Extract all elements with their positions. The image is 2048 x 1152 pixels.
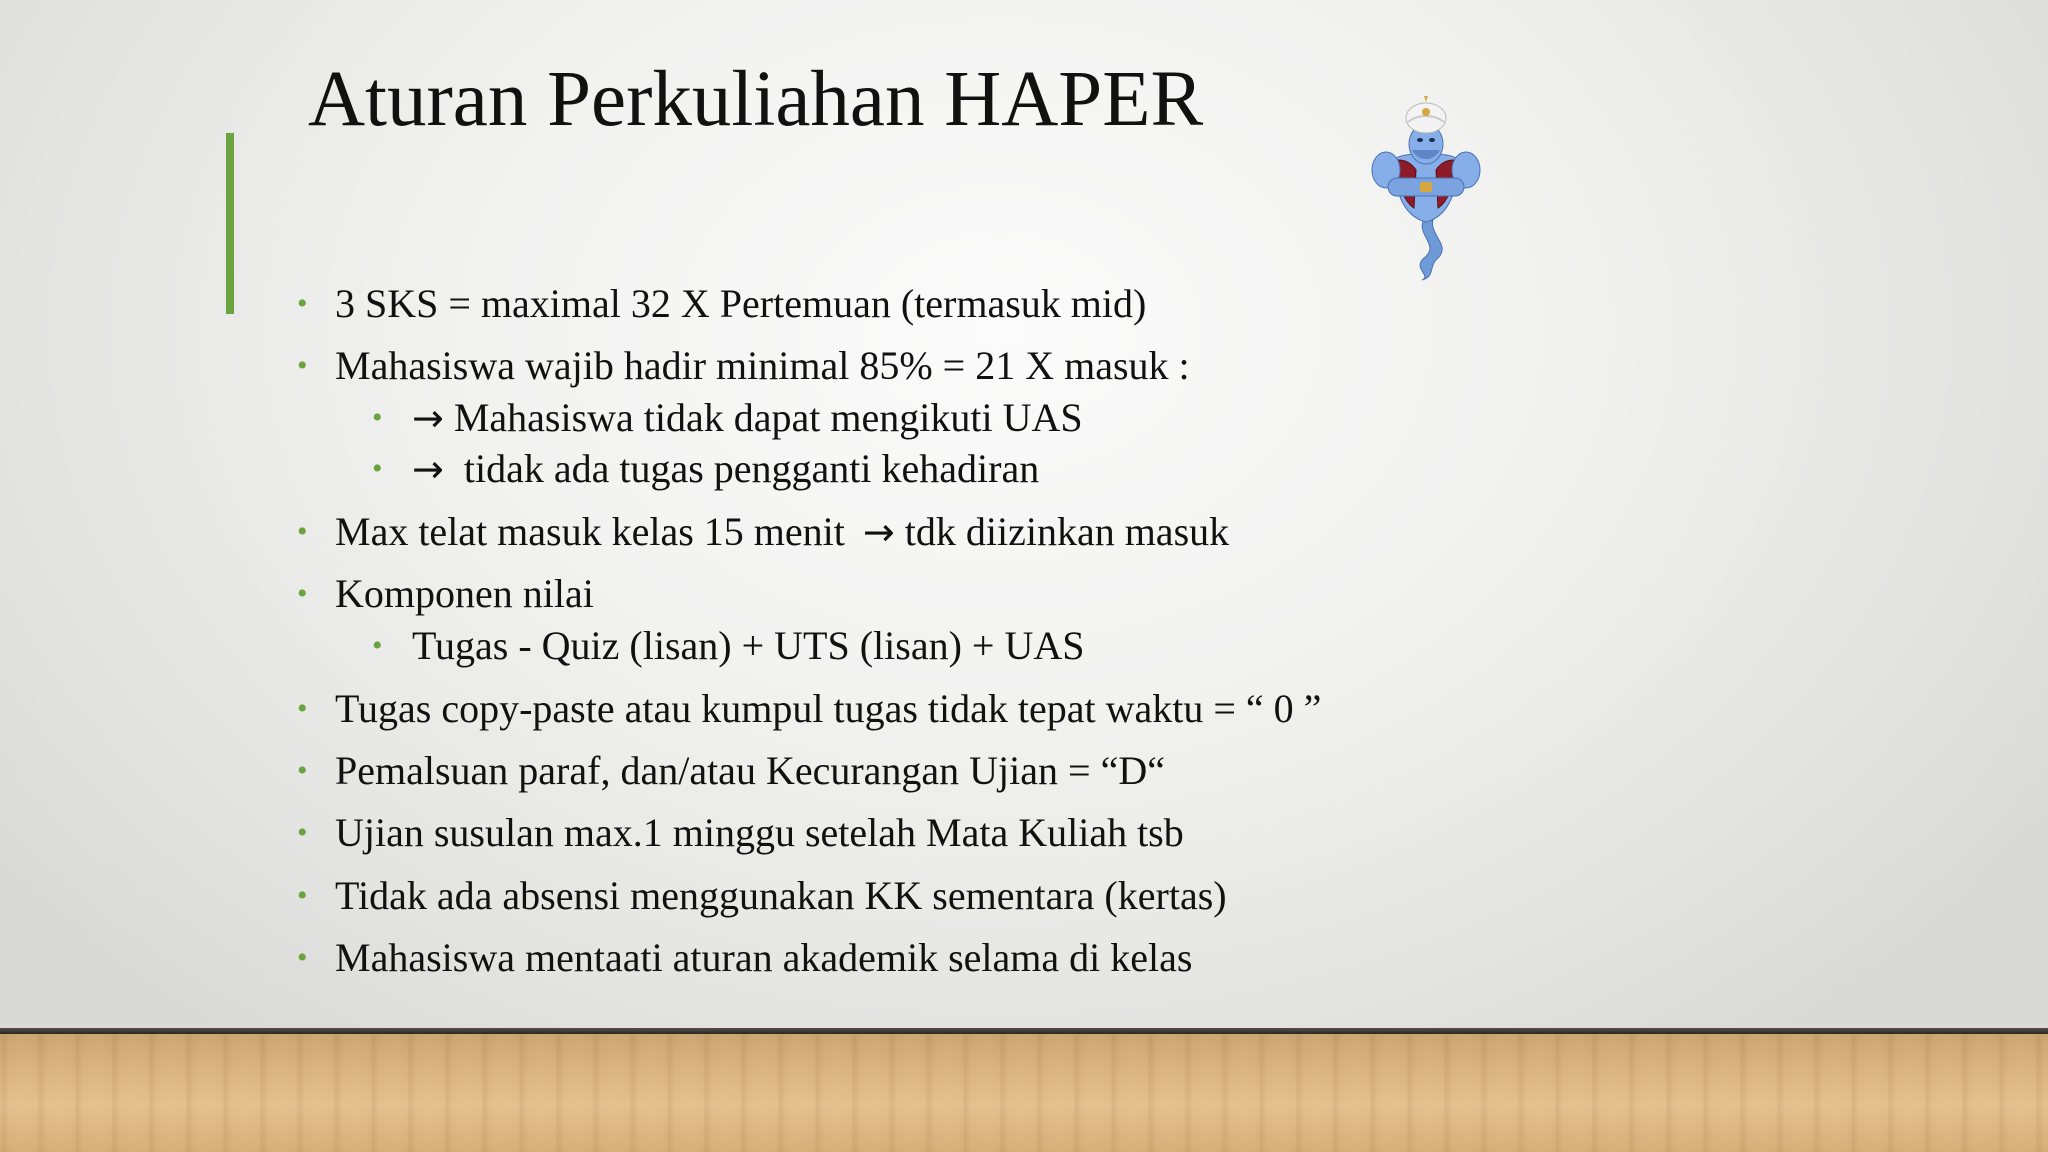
bullet-text: Pemalsuan paraf, dan/atau Kecurangan Ujian = “D“ — [335, 748, 1165, 793]
bullet-marker: • — [372, 629, 383, 662]
bullet-item — [297, 507, 1230, 557]
bullet-marker: • — [297, 754, 308, 787]
bullet-text: Mahasiswa tidak dapat mengikuti UAS — [453, 395, 1083, 440]
bullet-marker: • — [297, 577, 308, 610]
bullet-text: tdk diizinkan masuk — [904, 509, 1230, 554]
bullet-item — [297, 341, 1190, 391]
bullet-text: Komponen nilai — [335, 571, 594, 616]
bullet-text: Tugas copy-paste atau kumpul tugas tidak tepat waktu = “ 0 ” — [335, 686, 1322, 731]
bullet-text: Mahasiswa mentaati aturan akademik selama di kelas — [335, 935, 1193, 980]
bullet-item — [297, 933, 1193, 983]
bullet-marker: • — [297, 816, 308, 849]
sub-bullet-item — [372, 621, 1085, 671]
arrow-right-icon: → — [862, 510, 895, 554]
slide-background-floor — [0, 1034, 2048, 1152]
bullet-item — [297, 871, 1227, 921]
bullet-marker: • — [297, 879, 308, 912]
bullet-text: Tugas - Quiz (lisan) + UTS (lisan) + UAS — [412, 623, 1085, 668]
bullet-text: Mahasiswa wajib hadir minimal 85% = 21 X masuk : — [335, 343, 1190, 388]
bullet-text: tidak ada tugas pengganti kehadiran — [453, 446, 1040, 491]
bullet-marker: • — [297, 692, 308, 725]
bullet-item — [297, 279, 1147, 329]
bullet-text: Max telat masuk kelas 15 menit — [335, 509, 845, 554]
slide-title: Aturan Perkuliahan HAPER — [308, 56, 1204, 143]
bullet-item — [297, 746, 1165, 796]
bullet-text: Tidak ada absensi menggunakan KK sementara (kertas) — [335, 873, 1227, 918]
sub-bullet-item — [372, 444, 1040, 494]
arrow-right-icon: → — [412, 396, 444, 440]
bullet-item — [297, 684, 1322, 734]
bullet-text: 3 SKS = maximal 32 X Pertemuan (termasuk mid) — [335, 281, 1147, 326]
bullet-item — [297, 808, 1184, 858]
bullet-marker: • — [372, 401, 383, 434]
bullet-marker: • — [297, 349, 308, 382]
bullet-marker: • — [372, 452, 383, 485]
arrow-right-icon: → — [412, 447, 444, 491]
bullet-item — [297, 569, 594, 619]
bullet-marker: • — [297, 515, 308, 548]
bullet-marker: • — [297, 941, 308, 974]
bullet-marker: • — [297, 287, 308, 320]
bullet-text: Ujian susulan max.1 minggu setelah Mata Kuliah tsb — [335, 810, 1184, 855]
sub-bullet-item — [372, 393, 1083, 443]
